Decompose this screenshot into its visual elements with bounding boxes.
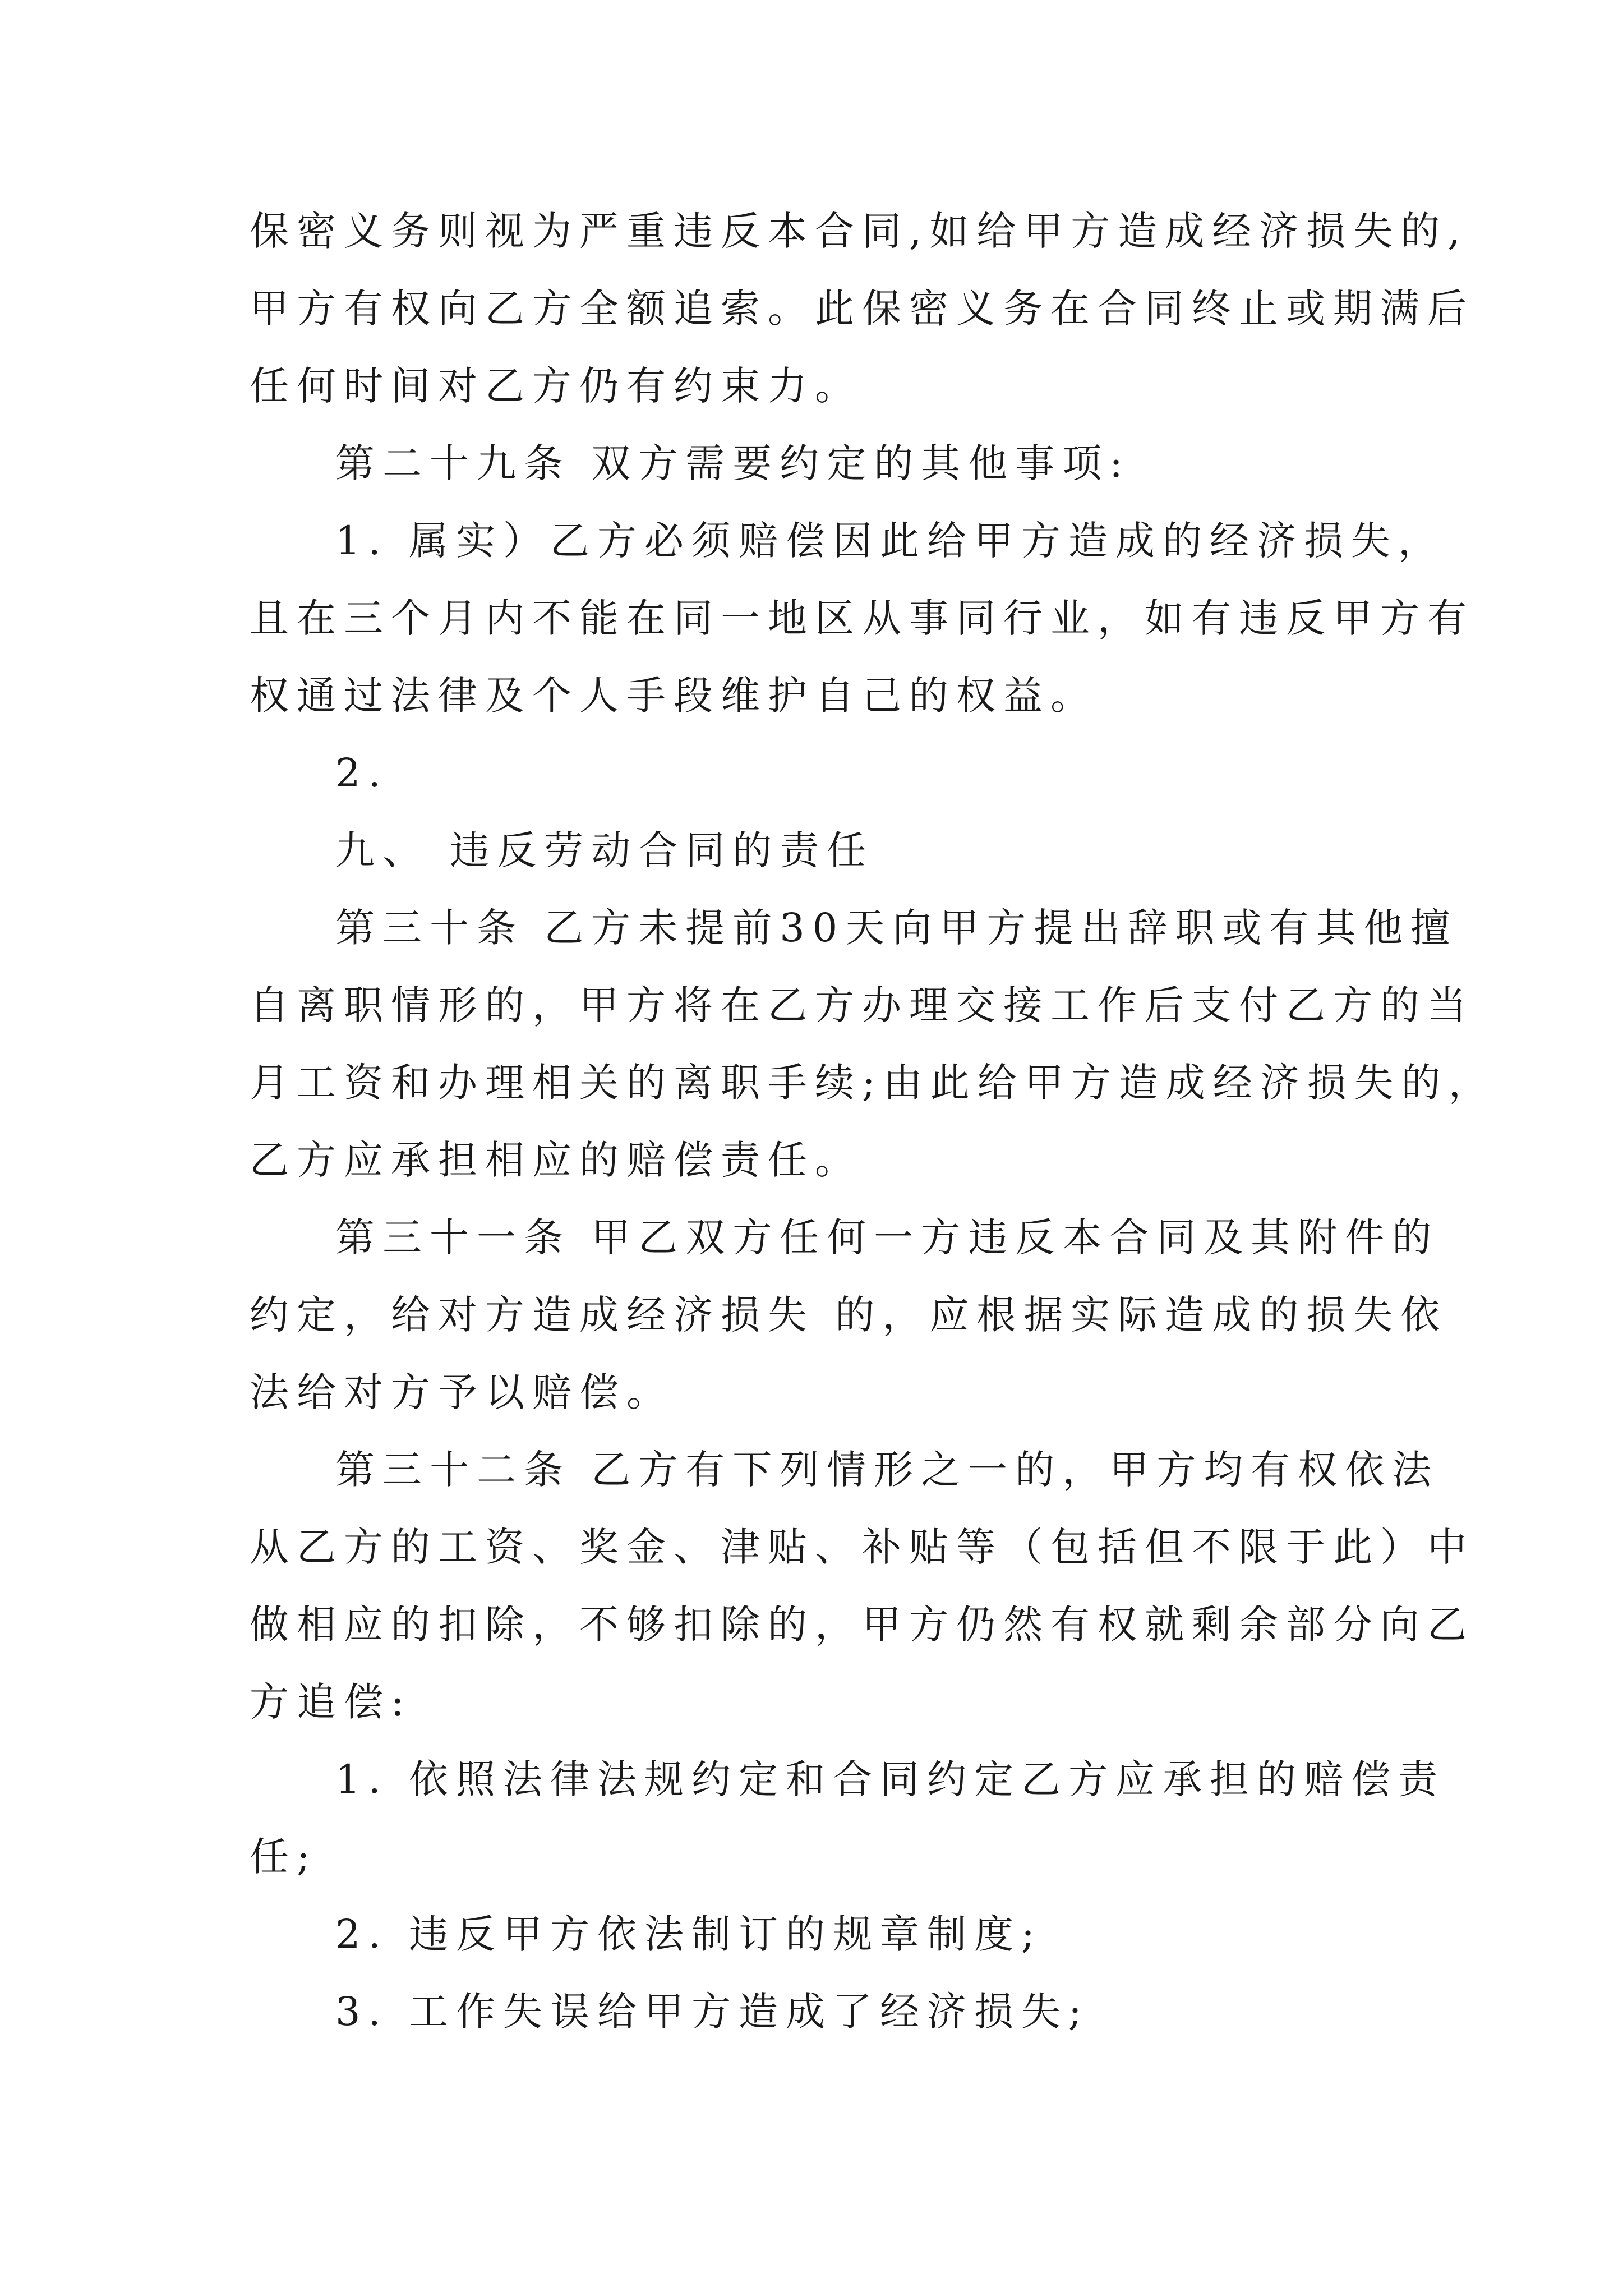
text-line-15: 约定，给对方造成经济损失 的，应根据实际造成的损失依 xyxy=(250,1292,1448,1338)
article-31-text: 第三十一条 甲乙双方任何一方违反本合同及其附件的 xyxy=(335,1214,1440,1260)
text-line-13: 乙方应承担相应的赔偿责任。 xyxy=(250,1137,862,1183)
text-line-16: 法给对方予以赔偿。 xyxy=(250,1369,674,1415)
text-line-19: 做相应的扣除，不够扣除的，甲方仍然有权就剩余部分向乙 xyxy=(250,1602,1474,1648)
text-line-12: 月工资和办理相关的离职手续;由此给甲方造成经济损失的， xyxy=(250,1060,1496,1106)
text-line-18: 从乙方的工资、奖金、津贴、补贴等（包括但不限于此）中 xyxy=(250,1524,1474,1570)
list-item-2: 2. 违反甲方依法制订的规章制度; xyxy=(335,1911,1043,1957)
text-line-5: 1. 属实）乙方必须赔偿因此给甲方造成的经济损失， xyxy=(335,518,1446,564)
text-line-7: 权通过法律及个人手段维护自己的权益。 xyxy=(250,673,1098,719)
list-item-1: 1. 依照法律法规约定和合同约定乙方应承担的赔偿责 xyxy=(335,1756,1446,1802)
list-item-2-empty: 2. xyxy=(335,750,389,796)
article-32-text: 第三十二条 乙方有下列情形之一的，甲方均有权依法 xyxy=(335,1447,1440,1493)
article-29-heading: 第二十九条 双方需要约定的其他事项: xyxy=(335,440,1131,486)
list-item-3: 3. 工作失误给甲方造成了经济损失; xyxy=(335,1989,1090,2035)
text-line-6: 且在三个月内不能在同一地区从事同行业，如有违反甲方有 xyxy=(250,595,1474,641)
text-line-22: 任; xyxy=(250,1834,318,1880)
article-30-text: 第三十条 乙方未提前30天向甲方提出辞职或有其他擅 xyxy=(335,905,1458,951)
text-line-20: 方追偿: xyxy=(250,1679,412,1725)
text-line-3: 任何时间对乙方仍有约束力。 xyxy=(250,363,862,409)
text-line-1: 保密义务则视为严重违反本合同,如给甲方造成经济损失的, xyxy=(250,208,1468,254)
section-9-heading: 九、 违反劳动合同的责任 xyxy=(335,827,874,873)
text-line-2: 甲方有权向乙方全额追索。此保密义务在合同终止或期满后 xyxy=(250,286,1474,332)
text-line-11: 自离职情形的，甲方将在乙方办理交接工作后支付乙方的当 xyxy=(250,982,1474,1028)
